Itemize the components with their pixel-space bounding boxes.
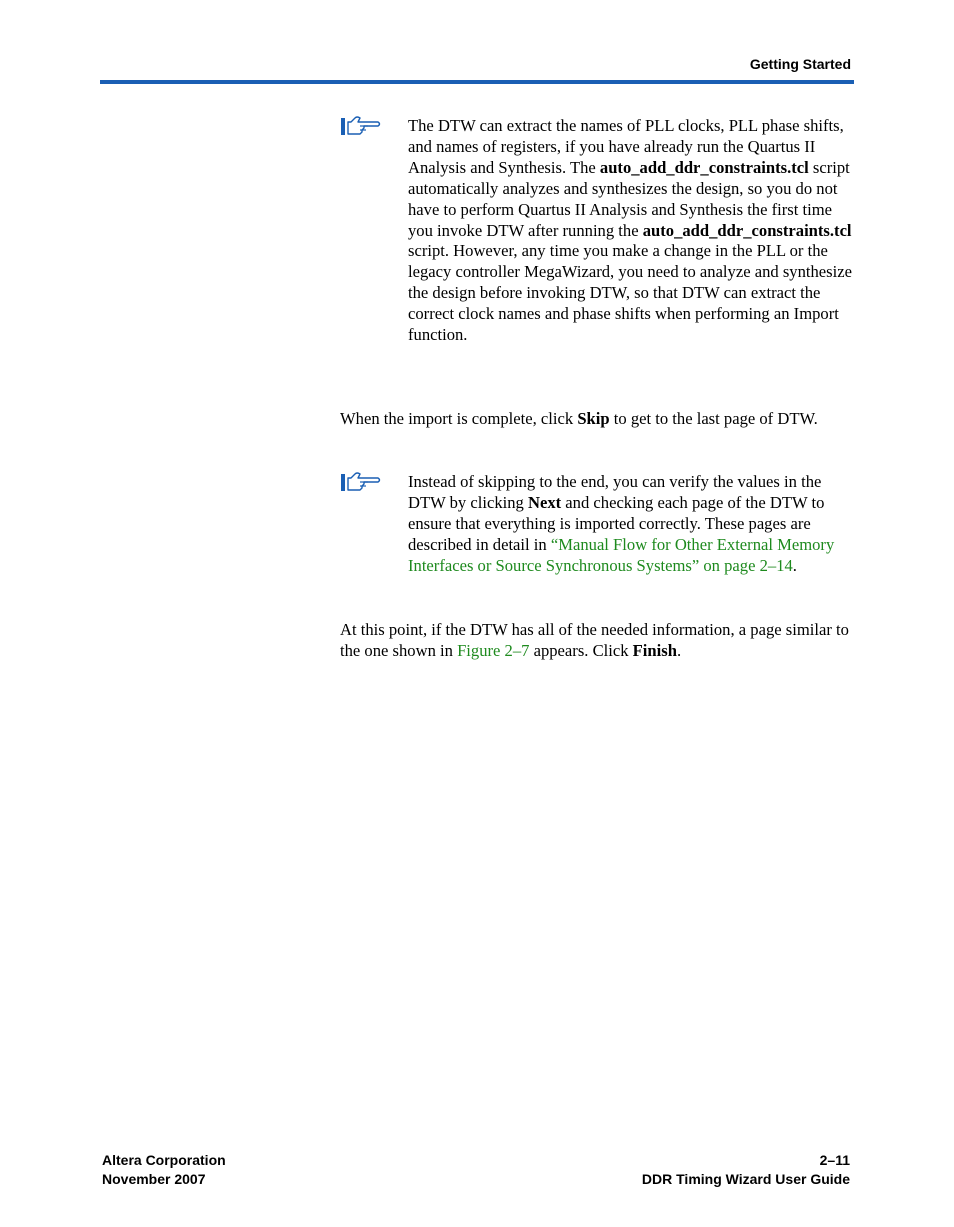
skip-button-name: Skip — [577, 409, 610, 428]
running-header: Getting Started — [749, 56, 851, 72]
header-rule — [100, 80, 854, 84]
guide-title: DDR Timing Wizard User Guide — [641, 1171, 850, 1187]
footer-right — [642, 1151, 850, 1189]
pointing-hand-icon — [340, 116, 382, 138]
script-name: auto_add_ddr_constraints.tcl — [599, 157, 809, 177]
finish-button-name: Finish — [632, 640, 677, 660]
footer-left — [102, 1151, 226, 1189]
cross-reference-link[interactable]: “Manual Flow for Other External Memory Interfaces or Source Synchronous Systems” on page 2–14 — [408, 534, 835, 575]
note-text: The DTW can extract the names of PLL clocks, PLL phase shifts, and names of registers, if you have already run the Quartus II Analysis and Synthesis. The auto_add_ddr_constraints.tcl script automatically analyzes and synthesizes the design, so you do not have to perform Quartus II Analysis and Synthesis the first time you invoke DTW after running the auto_add_ddr_constraints.tcl script. However, any time you make a change in the PLL or the legacy controller MegaWizard, you need to analyze and synthesize the design before invoking DTW, so that DTW can extract the correct clock names and phase shifts when performing an Import function. — [408, 116, 852, 345]
publication-date: November 2007 — [102, 1171, 206, 1187]
body-paragraph: At this point, if the DTW has all of the needed information, a page similar to the one shown in Figure 2–7 appears. Click Finish. — [340, 620, 849, 660]
page-number: 2–11 — [819, 1152, 850, 1168]
body-paragraph: When the import is complete, click Skip to get to the last page of DTW. — [340, 409, 818, 428]
company-name: Altera Corporation — [102, 1152, 226, 1168]
note-text: Instead of skipping to the end, you can verify the values in the DTW by clicking Next and checking each page of the DTW to ensure that everything is imported correctly. These pages are described in detail in “Manual Flow for Other External Memory Interfaces or Source Synchronous Systems” on page 2–14. — [408, 472, 835, 575]
next-button-name: Next — [527, 492, 562, 512]
figure-link[interactable]: Figure 2–7 — [457, 640, 530, 660]
pointing-hand-icon — [340, 472, 382, 494]
script-name: auto_add_ddr_constraints.tcl — [642, 220, 852, 240]
